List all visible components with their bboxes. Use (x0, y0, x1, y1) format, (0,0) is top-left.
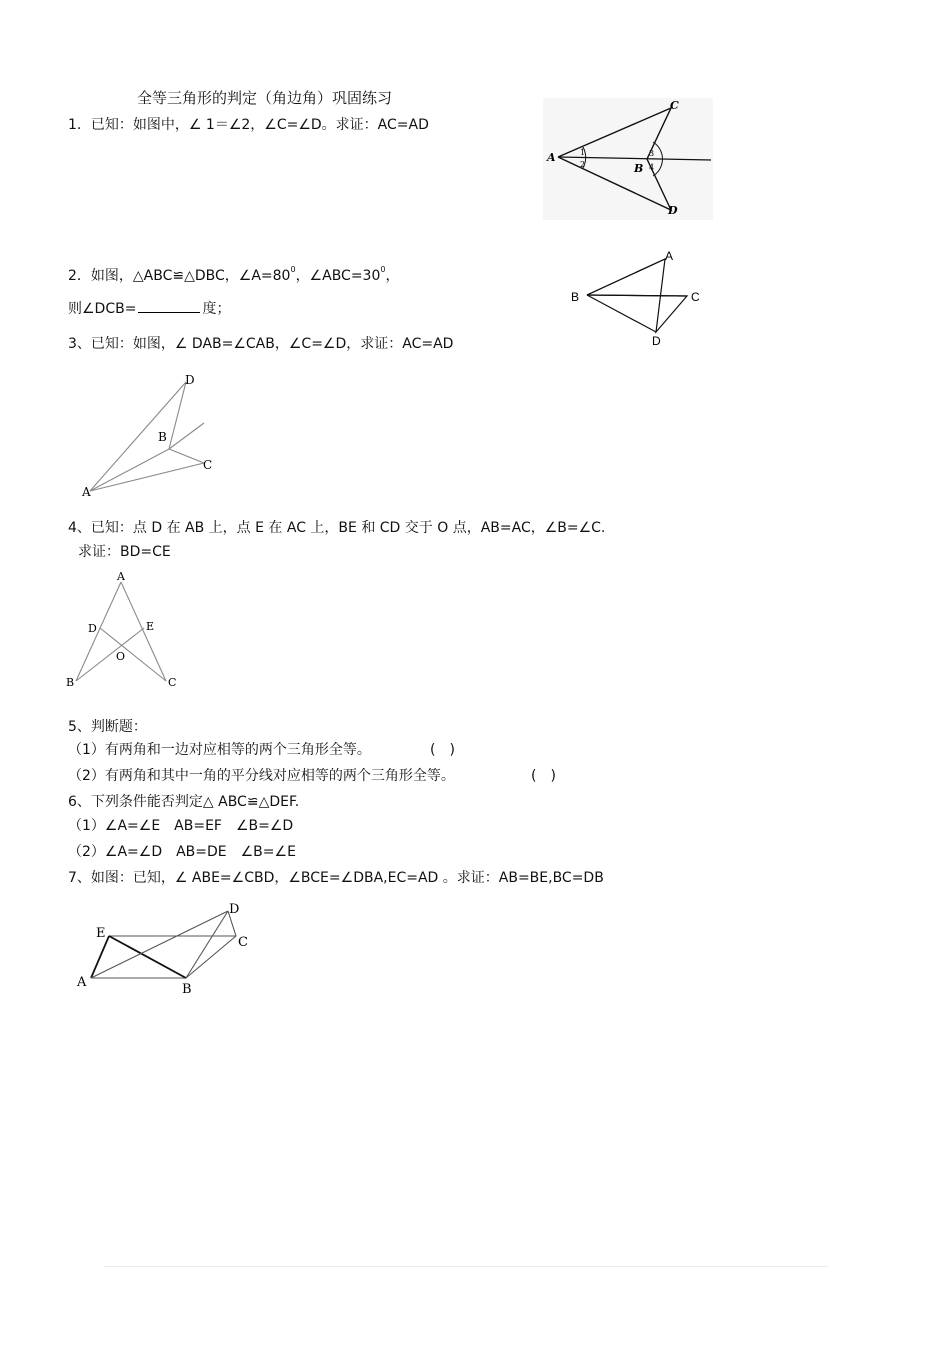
q2-line2-part-a: 则∠DCB= (68, 301, 137, 317)
q7-label-c: C (238, 935, 248, 950)
question-4-line-2: 求证：BD=CE (78, 544, 171, 560)
question-5-item-2: （2）有两角和其中一角的平分线对应相等的两个三角形全等。 (68, 768, 455, 784)
q1-label-1: 1 (580, 148, 586, 157)
question-6-heading: 6、下列条件能否判定△ ABC≌△DEF. (68, 794, 300, 810)
q2-degree-sup-2: 0 (380, 265, 386, 274)
q4-label-d: D (88, 622, 97, 635)
q4-label-o: O (116, 650, 126, 663)
q7-label-d: D (229, 902, 240, 917)
q2-line2-part-b: 度； (202, 301, 231, 317)
question-3-figure (78, 370, 218, 500)
question-7-figure (70, 898, 255, 998)
q1-label-2: 2 (580, 160, 586, 169)
q3-label-b: B (158, 430, 167, 444)
q3-label-c: C (203, 458, 213, 472)
question-2-line-2 (68, 298, 230, 318)
question-1-figure (543, 98, 713, 220)
q3-label-a: A (82, 485, 91, 499)
q7-label-e: E (96, 926, 106, 941)
q2-line1-part-c: ， (385, 268, 400, 284)
q1-label-b: B (634, 162, 644, 175)
q2-label-c: C (691, 290, 700, 304)
q2-label-b: B (571, 290, 580, 304)
q4-label-c: C (168, 676, 177, 689)
q2-degree-sup-1: 0 (290, 265, 296, 274)
answer-blank[interactable] (138, 298, 200, 313)
q2-line1-part-b: ，∠ABC=30 (295, 268, 381, 284)
q4-label-b: B (66, 676, 75, 689)
q1-label-d: D (668, 204, 678, 217)
question-3-text: 3、已知：如图，∠ DAB=∠CAB，∠C=∠D，求证：AC=AD (68, 336, 454, 352)
question-7-text: 7、如图：已知，∠ ABE=∠CBD，∠BCE=∠DBA,EC=AD 。求证：AB=BE,BC=DB (68, 870, 604, 886)
question-4-line-1: 4、已知：点 D 在 AB 上，点 E 在 AC 上，BE 和 CD 交于 O 点，AB=AC，∠B=∠C. (68, 520, 606, 536)
q7-label-b: B (182, 982, 192, 997)
question-5-item-1: （1）有两角和一边对应相等的两个三角形全等。 (68, 742, 371, 758)
q2-line1-part-a: 2．如图，△ABC≌△DBC，∠A=80 (68, 268, 291, 284)
q3-label-d: D (185, 373, 195, 387)
question-2-figure (565, 245, 715, 350)
q1-label-4: 4 (649, 163, 655, 172)
question-6-item-2: （2）∠A=∠D AB=DE ∠B=∠E (68, 844, 296, 860)
question-6-item-1: （1）∠A=∠E AB=EF ∠B=∠D (68, 818, 294, 834)
question-2-line-1 (68, 267, 399, 287)
q1-label-c: C (670, 99, 679, 112)
q7-label-a: A (77, 975, 87, 990)
q2-label-a: A (665, 249, 674, 263)
page-title: 全等三角形的判定（角边角）巩固练习 (137, 89, 393, 107)
q1-label-3: 3 (649, 149, 655, 158)
q1-label-a: A (547, 151, 556, 164)
question-5-heading: 5、判断题： (68, 719, 147, 735)
question-1-text: 1．已知：如图中，∠ 1＝∠2，∠C=∠D。求证：AC=AD (68, 117, 429, 133)
q4-label-a: A (117, 570, 125, 583)
question-5-item-1-answer-paren[interactable]: ( ) (430, 742, 455, 758)
footer-divider (104, 1266, 828, 1267)
q4-label-e: E (146, 620, 155, 633)
question-5-item-2-answer-paren[interactable]: ( ) (531, 768, 556, 784)
q2-label-d: D (652, 334, 661, 348)
question-4-figure (62, 568, 187, 693)
